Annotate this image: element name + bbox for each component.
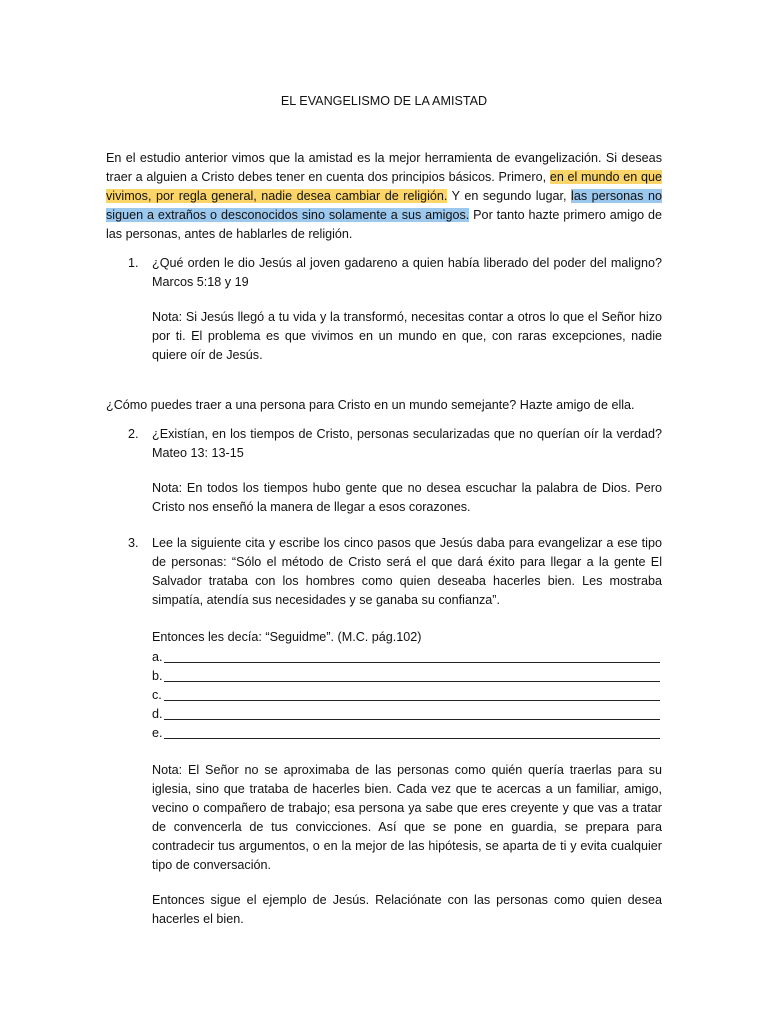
note-1: Nota: Si Jesús llegó a tu vida y la transformó, necesitas contar a otros lo que el Señor hizo por ti. El problema es que vivimos en un mundo en que, con raras excepciones, nadie quiere oír de Jesús. <box>152 310 662 362</box>
question-2 <box>128 425 662 463</box>
question-text: ¿Qué orden le dio Jesús al joven gadareno a quien había liberado del poder del maligno? Marcos 5:18 y 19 <box>152 256 662 289</box>
question-text: ¿Existían, en los tiempos de Cristo, personas secularizadas que no querían oír la verdad? Mateo 13: 13-15 <box>152 427 662 460</box>
note-2: Nota: En todos los tiempos hubo gente que no desea escuchar la palabra de Dios. Pero Cristo nos enseñó la manera de llegar a esos corazones. <box>152 481 662 514</box>
answer-label: b. <box>152 669 163 683</box>
question-number: 3. <box>128 536 139 550</box>
blank-rule <box>164 719 660 720</box>
question-number: 2. <box>128 427 139 441</box>
question-3 <box>128 534 662 610</box>
mid-question: ¿Cómo puedes traer a una persona para Cristo en un mundo semejante? Hazte amigo de ella. <box>106 398 635 412</box>
answer-label: e. <box>152 726 163 740</box>
blank-rule <box>164 700 660 701</box>
intro-text-1: En el estudio anterior vimos que la amistad es la mejor herramienta de evangelización. Si deseas traer a alguien a Cristo debes tener en cuenta dos principios básicos. Primero, <box>106 151 662 184</box>
then-line: Entonces les decía: “Seguidme”. (M.C. pág.102) <box>152 630 422 644</box>
blank-rule <box>164 662 660 663</box>
answer-line-d[interactable] <box>152 705 662 724</box>
question-text: Lee la siguiente cita y escribe los cinco pasos que Jesús daba para evangelizar a ese tipo de personas: “Sólo el método de Cristo será el que dará éxito para llegar a la gente El Salvador trataba con los hombres como quien deseaba hacerles bien. Les mostraba simpatía, atendía sus necesidades y se ganaba su confianza”. <box>152 536 662 607</box>
intro-paragraph <box>106 149 662 244</box>
answer-line-b[interactable] <box>152 667 662 686</box>
closing-paragraph: Entonces sigue el ejemplo de Jesús. Relaciónate con las personas como quien desea hacerles el bien. <box>152 893 662 926</box>
answer-label: a. <box>152 650 163 664</box>
page-title: EL EVANGELISMO DE LA AMISTAD <box>280 94 488 108</box>
answer-label: d. <box>152 707 163 721</box>
answer-line-a[interactable] <box>152 648 662 667</box>
blank-rule <box>164 738 660 739</box>
question-number: 1. <box>128 256 139 270</box>
question-1 <box>128 254 662 292</box>
intro-text-2: Y en segundo lugar, <box>447 189 572 203</box>
highlight-yellow: en el mundo en que vivimos, por regla general, nadie desea cambiar de religión. <box>106 170 663 203</box>
highlight-blue: las personas no siguen a extraños o desconocidos sino solamente a sus amigos. <box>106 189 662 222</box>
answer-label: c. <box>152 688 162 702</box>
note-3: Nota: El Señor no se aproximaba de las personas como quién quería traerlas para su iglesia, sino que trataba de hacerles bien. Cada vez que te acercas a un familiar, amigo, vecino o compañero de trabajo; esa persona ya sabe que eres creyente y que vas a tratar de convencerla de tus convicciones. Así que se pone en guardia, se prepara para contradecir tus argumentos, o en la mejor de las hipótesis, se aparta de ti y evita cualquier tipo de conversación. <box>152 763 662 872</box>
answer-line-c[interactable] <box>152 686 662 705</box>
blank-rule <box>164 681 660 682</box>
answer-line-e[interactable] <box>152 724 662 743</box>
intro-text-3: Por tanto hazte primero amigo de las personas, antes de hablarles de religión. <box>106 208 662 241</box>
